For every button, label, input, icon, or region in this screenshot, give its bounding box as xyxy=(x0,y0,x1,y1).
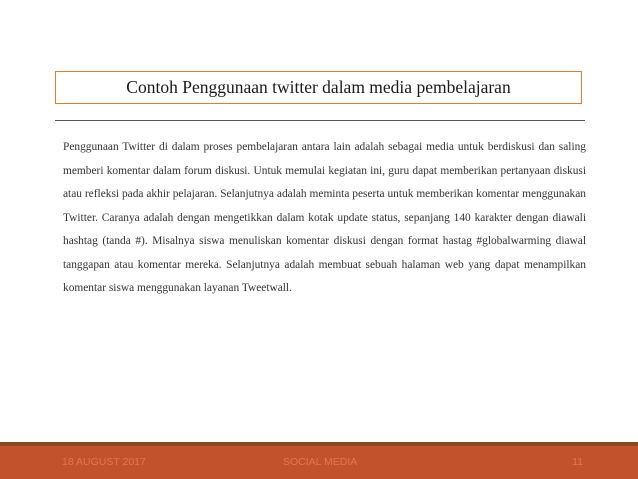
slide-number: 11 xyxy=(572,456,583,468)
slide-title: Contoh Penggunaan twitter dalam media pembelajaran xyxy=(126,77,511,97)
slide-title-box xyxy=(55,71,582,104)
footer-date: 18 AUGUST 2017 xyxy=(62,456,146,468)
title-divider xyxy=(55,120,585,121)
slide-body-paragraph: Penggunaan Twitter di dalam proses pembelajaran antara lain adalah sebagai media untuk berdiskusi dan saling memberi komentar dalam forum diskusi. Untuk memulai kegiatan ini, guru dapat memberikan pertanyaan diskusi atau refleksi pada akhir pelajaran. Selanjutnya adalah meminta peserta untuk memberikan komentar menggunakan Twitter. Caranya adalah dengan mengetikkan dalam kotak update status, sepanjang 140 karakter dengan diawali hashtag (tanda #). Misalnya siswa menuliskan komentar diskusi dengan format hastag #globalwarming diawal tanggapan atau komentar mereka. Selanjutnya adalah membuat sebuah halaman web yang dapat menampilkan komentar siswa menggunakan layanan Tweetwall. xyxy=(63,141,586,294)
footer-title: SOCIAL MEDIA xyxy=(283,456,358,468)
